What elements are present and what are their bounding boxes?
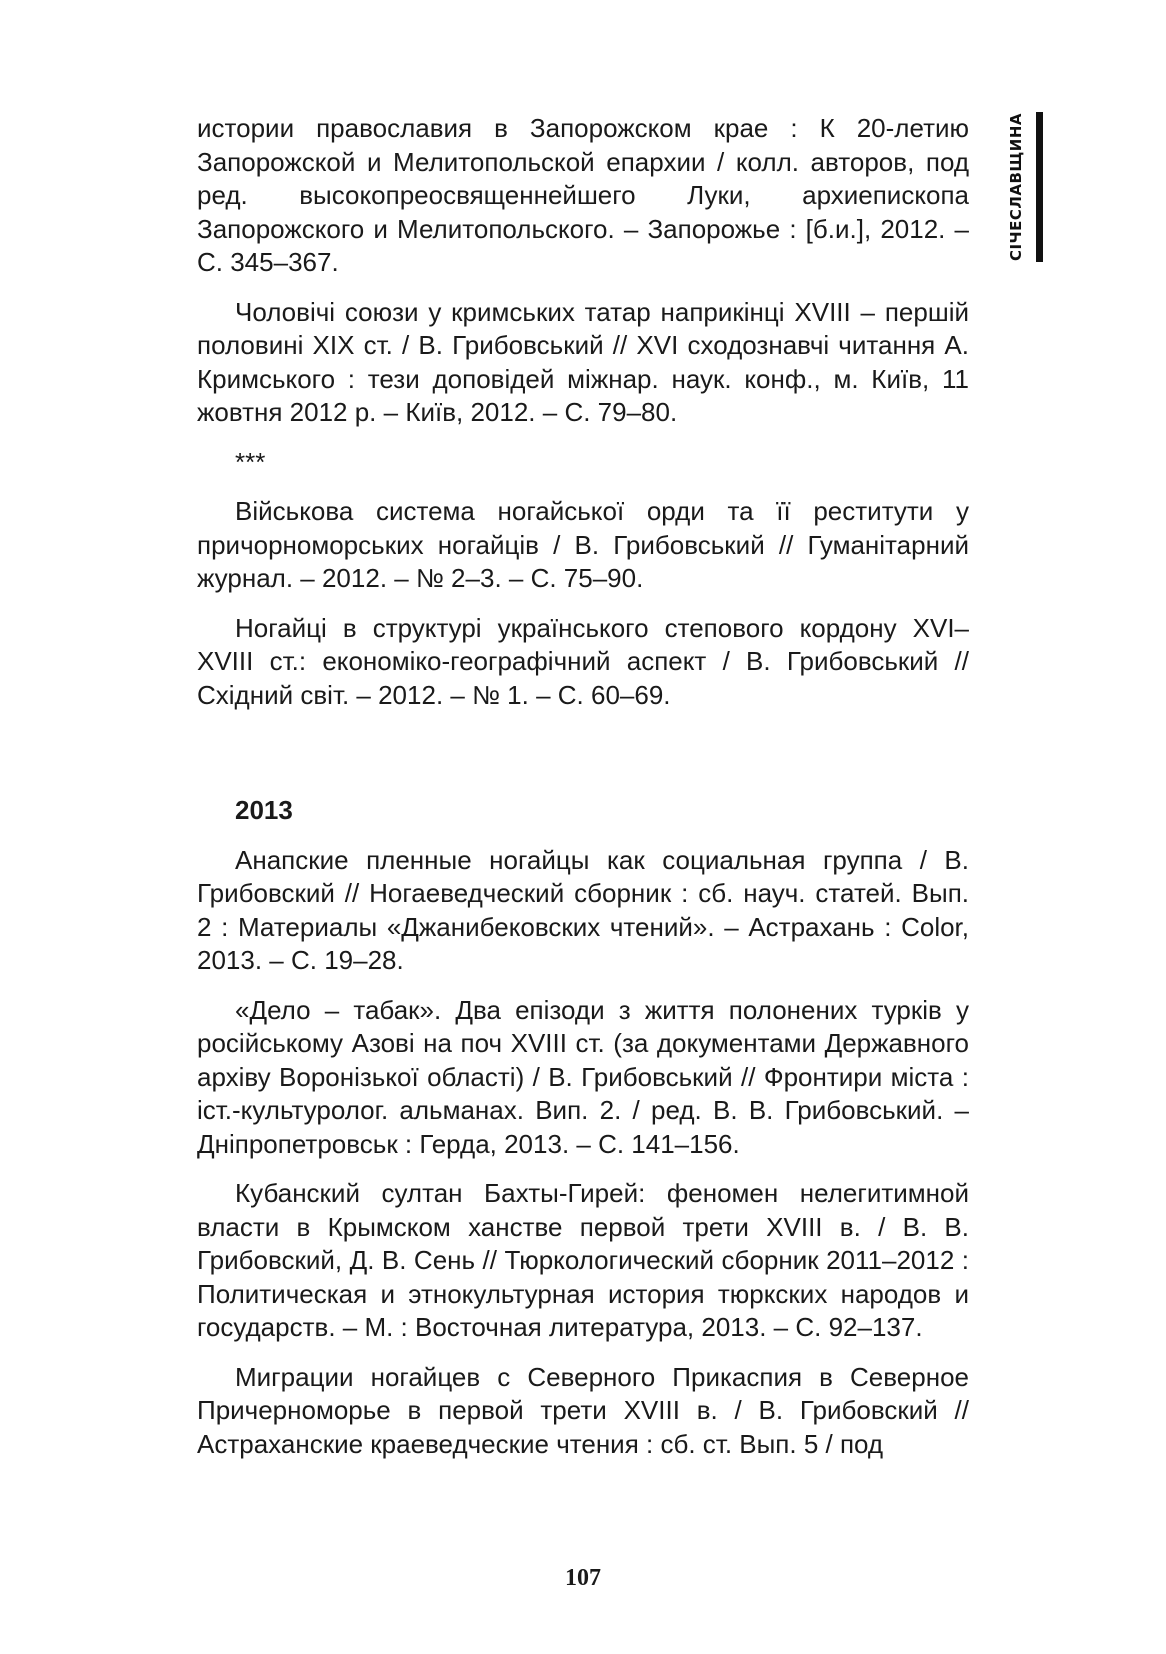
bibliography-entry: истории православия в Запорожском крае : К 20-летию Запорожской и Мелитопольской епархии / колл. авторов, под ред. высокопреосвященнейшего Луки, архиепископа Запорожского и Мелитопольского. – Запорожье : [б.и.], 2012. – С. 345–367. [197, 113, 969, 277]
side-logo [1000, 112, 1044, 262]
page-number: 107 [565, 1565, 601, 1591]
year-heading: 2013 [235, 795, 293, 825]
logo-text: СІЧЕСЛАВЩИНА [1007, 112, 1025, 262]
bibliography-text [197, 112, 969, 1477]
logo-bar [1036, 112, 1043, 262]
bibliography-entry: Анапские пленные ногайцы как социальная группа / В. Грибовский // Ногаеведческий сборник : сб. науч. статей. Вып. 2 : Материалы «Джанибековских чтений». – Астрахань : Color, 2013. – С. 19–28. [197, 844, 969, 975]
bibliography-entry: Ногайці в структурі українського степового кордону XVI–XVIII ст.: економіко-географічний аспект / В. Грибовський // Східний світ. – 2012. – № 1. – С. 60–69. [197, 612, 969, 710]
bibliography-entry: Військова система ногайської орди та її реститути у причорноморських ногайців / В. Грибовський // Гуманітарний журнал. – 2012. – № 2–3. – С. 75–90. [197, 496, 969, 593]
bibliography-entry: Кубанский султан Бахты-Гирей: феномен нелегитимной власти в Крымском ханстве первой трети XVIII в. / В. В. Грибовский, Д. В. Сень // Тюркологический сборник 2011–2012 : Политическая и этнокультурная история тюркских народов и государств. – М. : Восточная литература, 2013. – С. 92–137. [197, 1178, 969, 1342]
bibliography-entry: Миграции ногайцев с Северного Прикаспия в Северное Причерноморье в первой трети XVIII в. / В. Грибовский // Астраханские краеведческие чтения : сб. ст. Вып. 5 / под [197, 1361, 969, 1459]
bibliography-entry: Чоловічі союзи у кримських татар наприкінці XVIII – першій половині XIX ст. / В. Грибовський // XVI сходознавчі читання А. Кримського : тези доповідей міжнар. наук. конф., м. Київ, 11 жовтня 2012 р. – Київ, 2012. – С. 79–80. [197, 296, 969, 427]
bibliography-entry: «Дело – табак». Два епізоди з життя полонених турків у російському Азові на поч XVIII ст. (за документами Державного архіву Воронізької області) / В. Грибовський // Фронтири міста : іст.-культуролог. альманах. Вип. 2. / ред. В. В. Грибовський. – Дніпропетровськ : Герда, 2013. – С. 141–156. [197, 994, 969, 1159]
section-separator: *** [235, 446, 266, 477]
